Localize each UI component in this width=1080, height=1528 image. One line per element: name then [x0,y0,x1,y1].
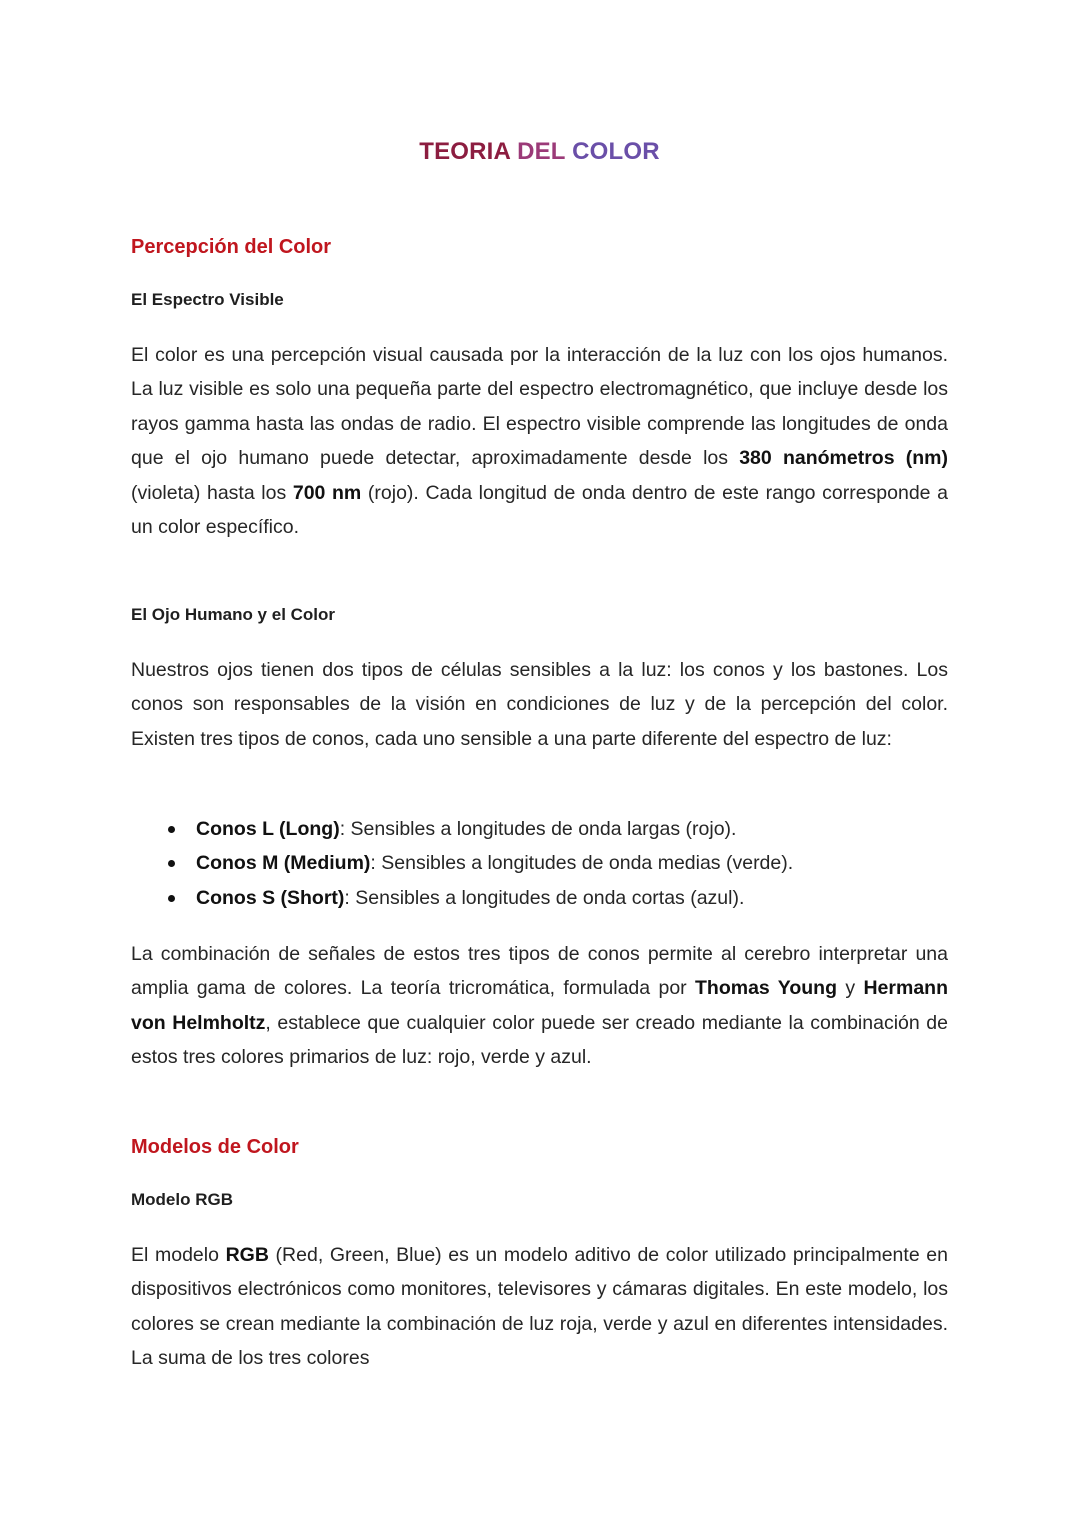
subheading-modelo-rgb: Modelo RGB [131,1190,233,1209]
bullet-icon [168,826,175,833]
list-item-conos-s: Conos S (Short): Sensibles a longitudes de onda cortas (azul). [131,881,948,915]
section-heading-percepcion: Percepción del Color [131,236,332,258]
list-item-conos-m: Conos M (Medium): Sensibles a longitudes de onda medias (verde). [131,846,948,880]
title-word-teoria: TEORIA [419,138,511,165]
title-word-del: DEL [517,138,566,165]
subheading-espectro-visible: El Espectro Visible [131,290,284,309]
section-heading-modelos: Modelos de Color [131,1136,299,1158]
paragraph-rgb: El modelo RGB (Red, Green, Blue) es un modelo aditivo de color utilizado principalmente en dispositivos electrónicos como monitores, televisores y cámaras digitales. En este modelo, los colores se crean mediante la combinación de luz roja, verde y azul en diferentes intensidades. La suma de los tres colores [131,1244,948,1370]
bullet-icon [168,860,175,867]
document-title [131,136,948,168]
cone-types-list [131,812,948,915]
paragraph-tricromatica: La combinación de señales de estos tres tipos de conos permite al cerebro interpretar una amplia gama de colores. La teoría tricromática, formulada por Thomas Young y Hermann von Helmholtz, establece que cualquier color puede ser creado mediante la combinación de estos tres colores primarios de luz: rojo, verde y azul. [131,943,948,1069]
paragraph-espectro: El color es una percepción visual causada por la interacción de la luz con los ojos humanos. La luz visible es solo una pequeña parte del espectro electromagnético, que incluye desde los rayos gamma hasta las ondas de radio. El espectro visible comprende las longitudes de onda que el ojo humano puede detectar, aproximadamente desde los 380 nanómetros (nm) (violeta) hasta los 700 nm (rojo). Cada longitud de onda dentro de este rango corresponde a un color específico. [131,344,948,539]
bold-700nm: 700 nm [292,481,362,504]
list-item-conos-l: Conos L (Long): Sensibles a longitudes de onda largas (rojo). [131,812,948,846]
subheading-ojo-humano: El Ojo Humano y el Color [131,605,336,624]
bold-thomas-young: Thomas Young [695,977,837,1000]
paragraph-ojo-humano: Nuestros ojos tienen dos tipos de células sensibles a la luz: los conos y los bastones. Los conos son responsables de la visión en condiciones de luz y de la percepción del color. Existen tres tipos de conos, cada uno sensible a una parte diferente del espectro de luz: [131,659,948,750]
bullet-icon [168,895,175,902]
bold-380nm: 380 nanómetros (nm) [739,447,948,470]
title-word-color: COLOR [572,138,660,165]
bold-helmholtz: Hermann von Helmholtz [131,977,948,1034]
bold-rgb: RGB [225,1244,269,1266]
